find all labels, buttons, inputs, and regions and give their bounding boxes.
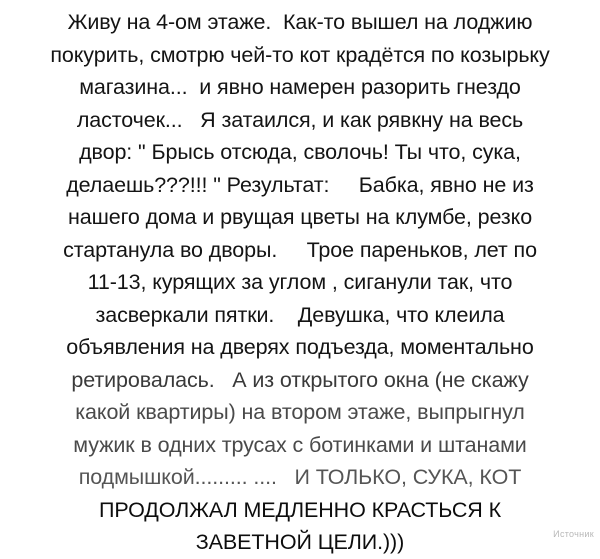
text-line: магазина... и явно намерен разорить гнездо — [79, 75, 521, 99]
text-line: двор: " Брысь отсюда, сволочь! Ты что, сука, — [79, 140, 521, 164]
text-line: ПРОДОЛЖАЛ МЕДЛЕННО КРАСТЬСЯ К — [98, 497, 501, 522]
text-line: ЗАВЕТНОЙ ЦЕЛИ.))) — [195, 530, 405, 554]
text-line: делаешь???!!! " Результат: Бабка, явно не из — [66, 172, 534, 197]
text-line: покурить, смотрю чей-то кот крадётся по козырьку — [50, 42, 550, 67]
text-line: засверкали пятки. Девушка, что клеила — [95, 302, 505, 327]
text-line: ретировалась. А из открытого окна (не скажу — [71, 367, 529, 392]
text-line: ласточек... Я затаился, и как рявкну на весь — [76, 107, 524, 132]
text-line: какой квартиры) на втором этаже, выпрыгнул — [75, 400, 525, 424]
joke-text-block — [0, 6, 600, 559]
text-line: Живу на 4-ом этаже. Как-то вышел на лоджию — [67, 10, 533, 34]
text-line: стартанула во дворы. Трое пареньков, лет по — [63, 237, 537, 262]
text-line: нашего дома и рвущая цветы на клумбе, резко — [67, 205, 533, 229]
watermark-text: Источник — [553, 529, 594, 539]
text-line: мужик в одних трусах с ботинками и штанами — [73, 432, 527, 457]
text-line: 11-13, курящих за углом , сиганули так, что — [87, 270, 513, 294]
text-line: подмышкой......... .... И ТОЛЬКО, СУКА, КОТ — [78, 465, 522, 489]
text-line: объявления на дверях подъезда, моментально — [66, 335, 534, 359]
